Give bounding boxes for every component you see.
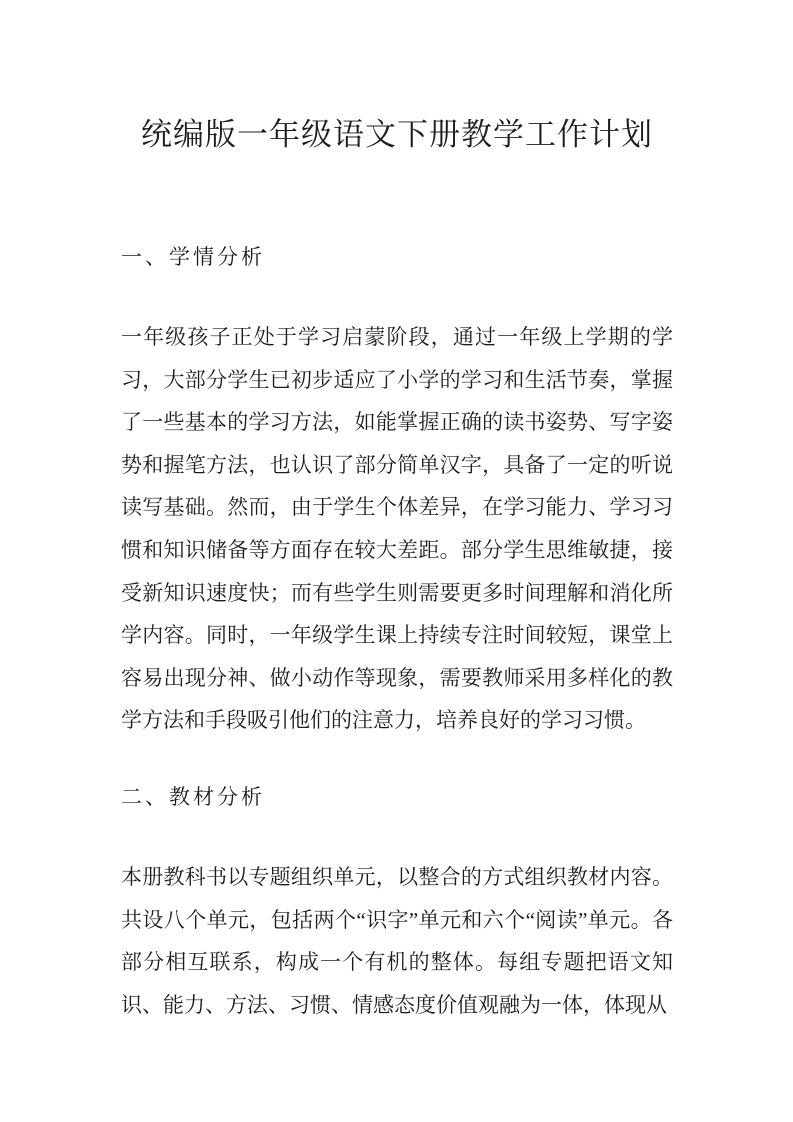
section-body-xueqing-fenxi: 一年级孩子正处于学习启蒙阶段，通过一年级上学期的学习，大部分学生已初步适应了小学的学习和生活节奏，掌握了一些基本的学习方法，如能掌握正确的读书姿势、写字姿势和握笔方法，也认识了部分简单汉字，具备了一定的听说读写基础。然而，由于学生个体差异，在学习能力、学习习惯和知识储备等方面存在较大差距。部分学生思维敏捷，接受新知识速度快；而有些学生则需要更多时间理解和消化所学内容。同时，一年级学生课上持续专注时间较短，课堂上容易出现分神、做小动作等现象，需要教师采用多样化的教学方法和手段吸引他们的注意力，培养良好的学习习惯。: [121, 325, 673, 733]
document-content: [121, 0, 673, 1026]
section-heading-xueqing-fenxi: 一、学情分析: [121, 245, 265, 269]
section-heading-jiaocai-fenxi: 二、教材分析: [121, 784, 265, 809]
section-body-jiaocai-fenxi: 本册教科书以专题组织单元，以整合的方式组织教材内容。共设八个单元，包括两个“识字”单元和六个“阅读”单元。各部分相互联系，构成一个有机的整体。每组专题把语文知识、能力、方法、习惯、情感态度价值观融为一体，体现从: [121, 864, 673, 1017]
document-title: 统编版一年级语文下册教学工作计划: [141, 117, 653, 152]
